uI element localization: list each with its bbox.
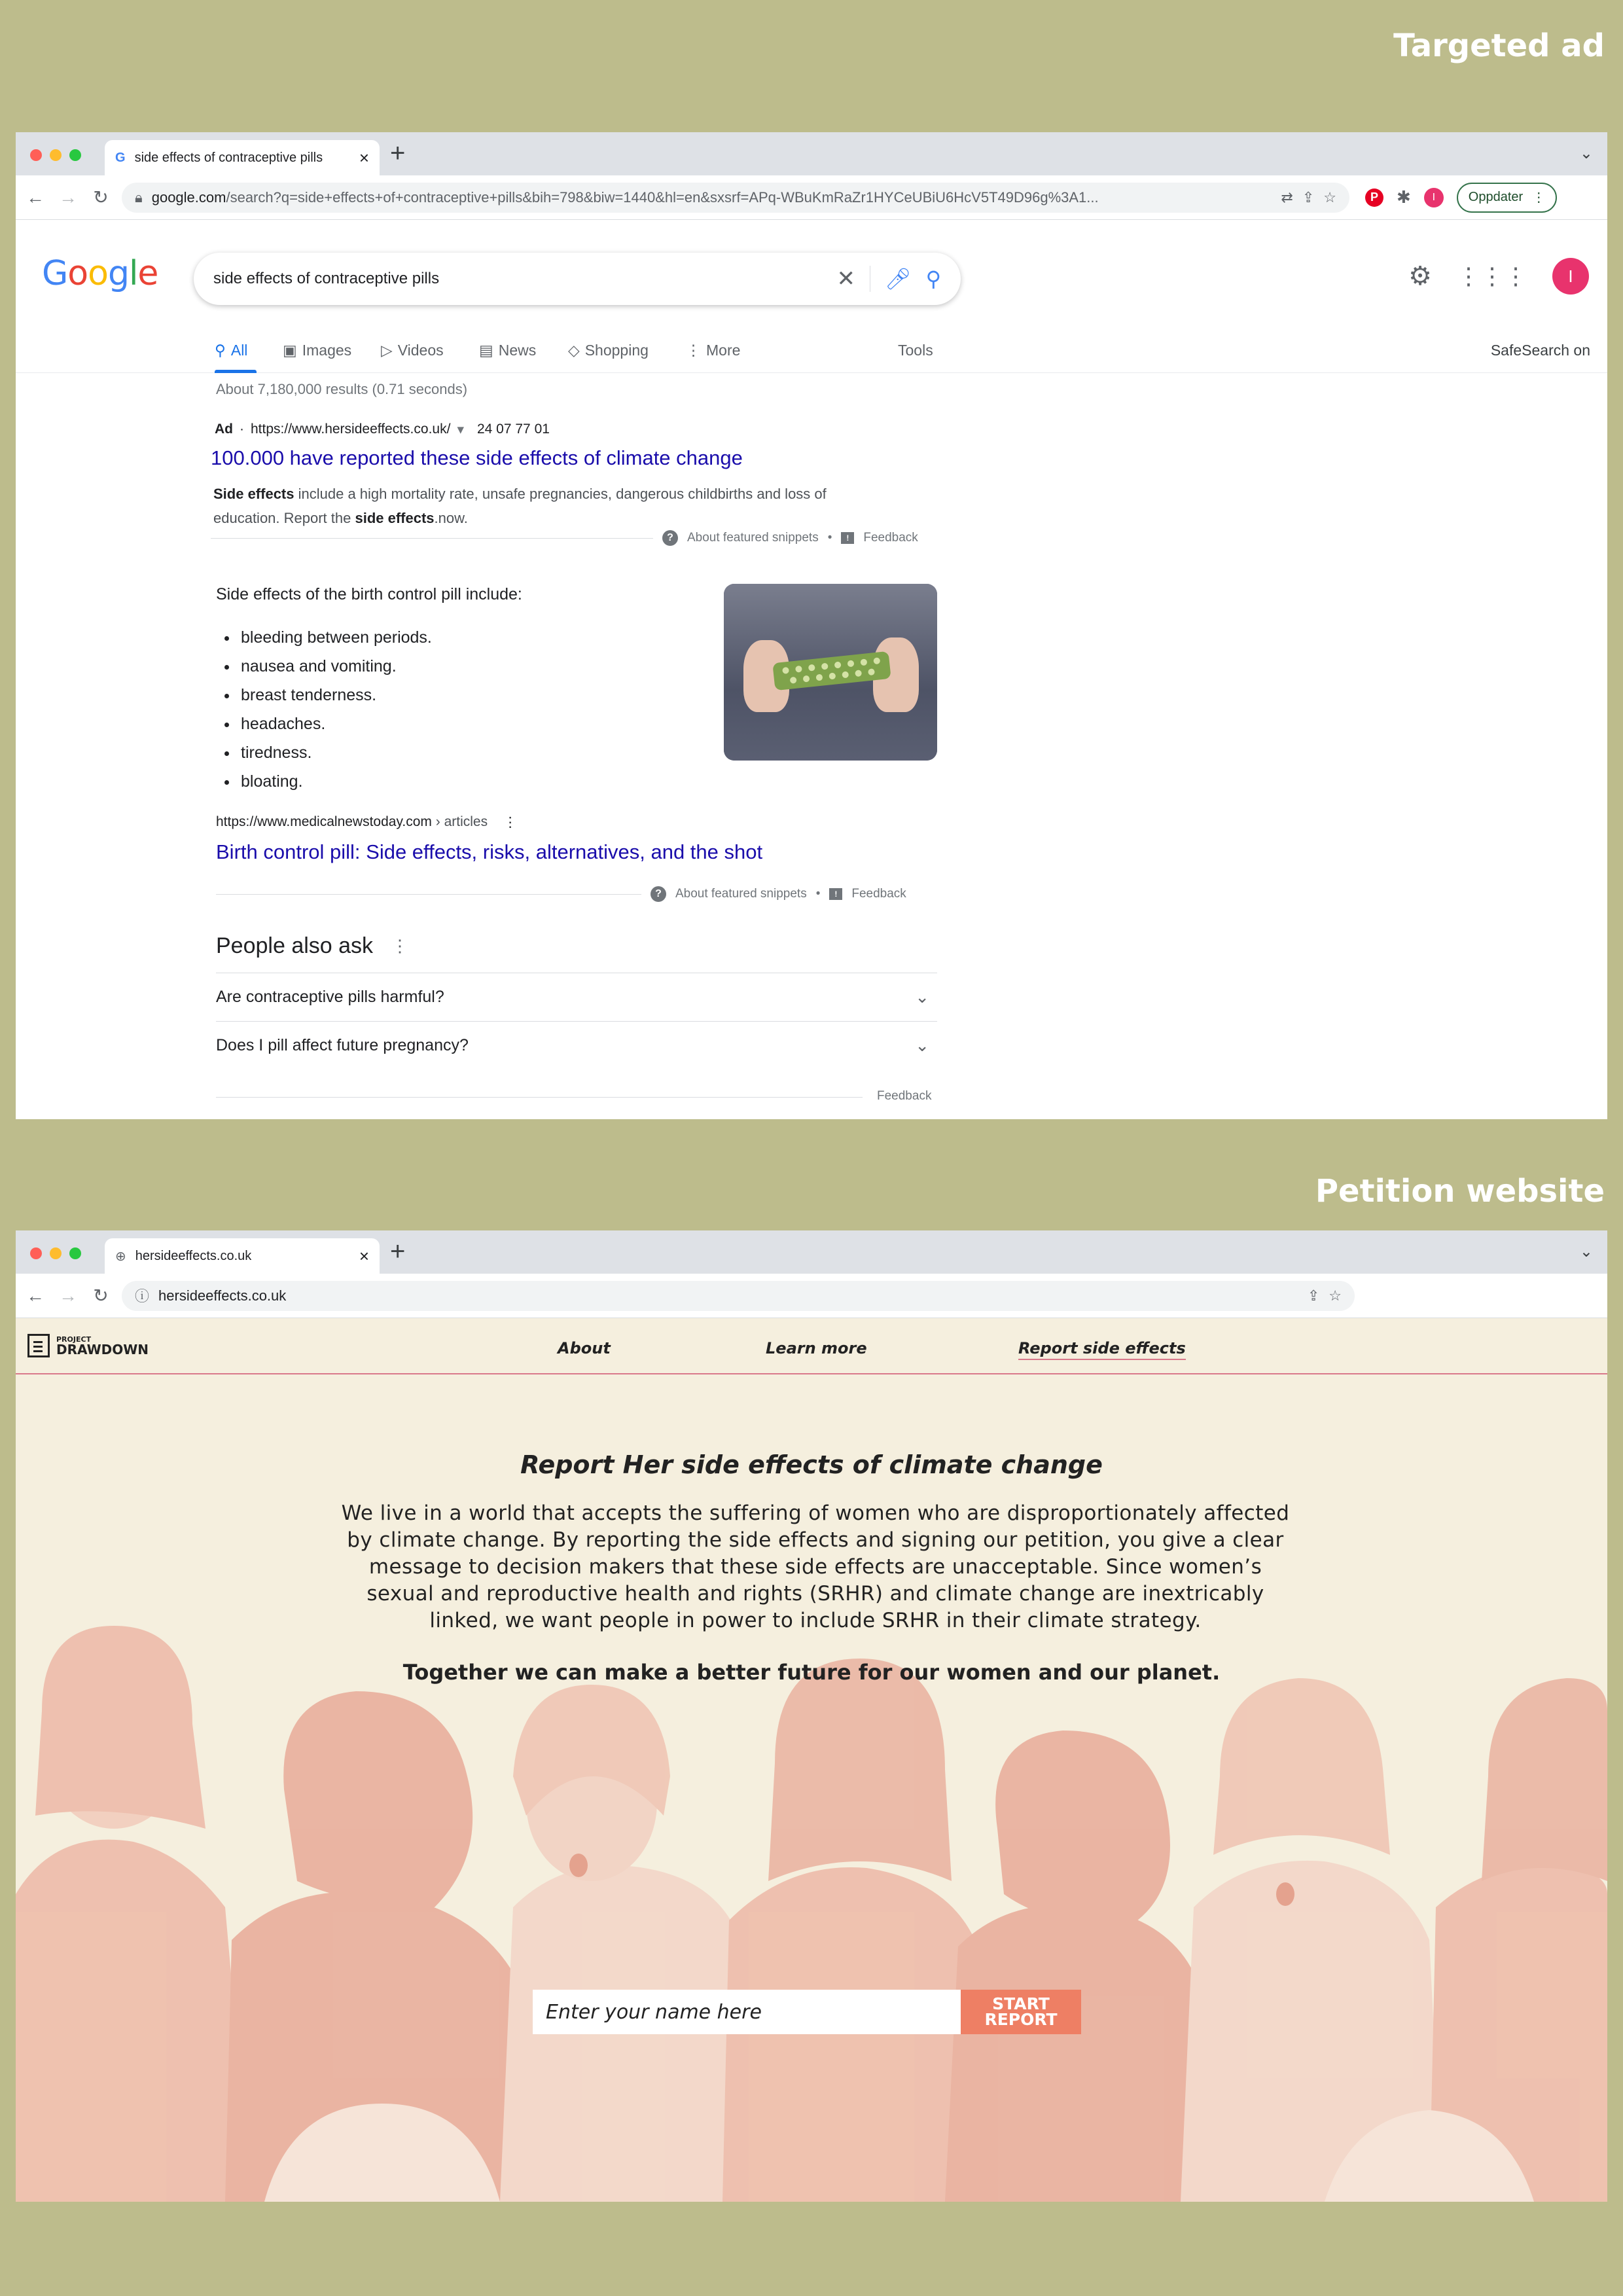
search-icon: ⚲ bbox=[215, 342, 226, 359]
google-header bbox=[16, 220, 1607, 312]
result-source[interactable]: https://www.medicalnewstoday.com › articles ⋮ bbox=[216, 814, 518, 830]
maximize-window-button[interactable] bbox=[69, 1247, 81, 1259]
snippet-list bbox=[238, 623, 432, 796]
account-avatar[interactable]: I bbox=[1552, 258, 1589, 295]
report-form bbox=[533, 1990, 1081, 2034]
google-favicon-icon: G bbox=[115, 150, 126, 165]
search-tabs bbox=[16, 329, 1607, 373]
translate-icon[interactable]: ⇄ bbox=[1281, 188, 1293, 206]
petition-tagline: Together we can make a better future for our women and our planet. bbox=[402, 1660, 1221, 1685]
ad-description: Side effects include a high mortality rate, unsafe pregnancies, dangerous childbirths and loss of education. Report the side effects.now. bbox=[213, 486, 827, 526]
maximize-window-button[interactable] bbox=[69, 149, 81, 161]
minimize-window-button[interactable] bbox=[50, 1247, 62, 1259]
minimize-window-button[interactable] bbox=[50, 149, 62, 161]
chevron-down-icon: ⌄ bbox=[915, 1035, 929, 1055]
logo-text-small: PROJECT bbox=[56, 1335, 92, 1344]
ad-title-link[interactable]: 100.000 have reported these side effects of climate change bbox=[211, 446, 743, 469]
lock-icon[interactable]: 🔒︎ bbox=[135, 188, 143, 206]
forward-arrow-icon[interactable]: → bbox=[59, 1285, 77, 1306]
video-icon: ▷ bbox=[381, 342, 393, 359]
women-silhouettes bbox=[16, 1626, 1607, 2202]
reload-icon[interactable]: ↻ bbox=[93, 1285, 109, 1306]
tag-icon: ◇ bbox=[568, 342, 580, 359]
settings-gear-icon[interactable]: ⚙ bbox=[1408, 262, 1432, 291]
tab-videos[interactable]: ▷ Videos bbox=[381, 342, 444, 359]
list-item: • nausea and vomiting. bbox=[238, 652, 432, 681]
more-vert-icon[interactable]: ⋮ bbox=[391, 936, 409, 956]
snippet-heading: Side effects of the birth control pill include: bbox=[216, 585, 522, 603]
ad-source-line: Ad · https://www.hersideeffects.co.uk/ ▾ 24 07 77 01 bbox=[215, 422, 550, 437]
google-logo[interactable]: Google bbox=[42, 254, 158, 293]
feedback-icon: ! bbox=[829, 888, 842, 900]
list-item: • breast tenderness. bbox=[238, 681, 432, 709]
close-tab-icon[interactable]: × bbox=[359, 1246, 369, 1266]
share-icon[interactable]: ⇪ bbox=[1307, 1287, 1320, 1304]
feedback-link[interactable]: Feedback bbox=[851, 887, 906, 901]
about-featured-snippets-link[interactable]: About featured snippets bbox=[675, 887, 807, 901]
search-icon[interactable]: ⚲ bbox=[925, 267, 941, 291]
google-results-page bbox=[16, 220, 1607, 1119]
tab-shopping[interactable]: ◇ Shopping bbox=[568, 342, 649, 359]
logo-text-big: DRAWDOWN bbox=[56, 1341, 149, 1357]
tab-more[interactable]: ⋮ More bbox=[686, 342, 741, 359]
more-vert-icon[interactable]: ⋮ bbox=[503, 815, 518, 830]
help-question-icon: ? bbox=[651, 886, 666, 902]
start-report-button[interactable]: START REPORT bbox=[961, 1990, 1081, 2034]
tab-title: side effects of contraceptive pills bbox=[134, 150, 323, 165]
address-bar[interactable] bbox=[122, 183, 1349, 213]
paa-question[interactable]: Does I pill affect future pregnancy? ⌄ bbox=[216, 1021, 937, 1069]
ad-phone[interactable]: 24 07 77 01 bbox=[476, 422, 550, 437]
bookmark-star-icon[interactable]: ☆ bbox=[1323, 188, 1336, 206]
divider bbox=[216, 1097, 863, 1098]
feedback-link[interactable]: Feedback bbox=[863, 531, 918, 545]
petition-page bbox=[16, 1318, 1607, 2202]
name-input[interactable] bbox=[533, 1990, 961, 2034]
list-item: • headaches. bbox=[238, 709, 432, 738]
back-arrow-icon[interactable]: ← bbox=[26, 187, 45, 207]
tab-bar bbox=[16, 132, 1607, 175]
section-title-targeted-ad: Targeted ad bbox=[1393, 27, 1605, 64]
list-item: • bleeding between periods. bbox=[238, 623, 432, 652]
extensions-area bbox=[1365, 183, 1557, 213]
drawdown-logo-icon bbox=[27, 1334, 50, 1357]
petition-body-text: We live in a world that accepts the suffering of women who are disproportionately affected by climate change. By reporting the side effects and signing our petition, you give a clear message to decision makers that these side effects are unacceptable. Since women’s sexual and reproductive health and rights (SRHR) and climate change are inextricably linked, we want people in power to include SRHR in their climate strategy. bbox=[341, 1501, 1290, 1632]
url-text[interactable]: hersideeffects.co.uk bbox=[158, 1287, 287, 1304]
reload-icon[interactable]: ↻ bbox=[93, 187, 109, 207]
apps-grid-icon[interactable]: ⋮⋮⋮ bbox=[1457, 262, 1527, 289]
url-text[interactable]: google.com/search?q=side+effects+of+contraceptive+pills&bih=798&biw=1440&hl=en&sxsrf=APq-WBuKmRaZr1HYCeUBiU6HcV5T49D96g%3A1... bbox=[151, 188, 1099, 206]
divider bbox=[211, 538, 653, 539]
browser-toolbar bbox=[16, 175, 1607, 220]
window-controls bbox=[30, 1247, 81, 1259]
clear-search-icon[interactable]: ✕ bbox=[822, 266, 870, 292]
globe-icon: ⊕ bbox=[115, 1249, 126, 1264]
search-box[interactable] bbox=[194, 253, 961, 305]
site-nav bbox=[16, 1318, 1607, 1374]
new-tab-button[interactable]: + bbox=[390, 1237, 406, 1266]
tab-images[interactable]: ▣ Images bbox=[283, 342, 352, 359]
close-window-button[interactable] bbox=[30, 149, 42, 161]
info-icon[interactable]: ⓘ bbox=[135, 1288, 150, 1304]
dropdown-arrow-icon[interactable]: ▾ bbox=[457, 422, 464, 437]
project-drawdown-logo[interactable] bbox=[27, 1334, 149, 1357]
more-vert-icon: ⋮ bbox=[1532, 190, 1546, 205]
address-bar[interactable] bbox=[122, 1281, 1355, 1311]
update-button[interactable]: Oppdater ⋮ bbox=[1457, 183, 1557, 213]
bookmark-star-icon[interactable]: ☆ bbox=[1329, 1287, 1342, 1304]
browser-tab[interactable] bbox=[105, 140, 380, 175]
news-icon: ▤ bbox=[479, 342, 493, 359]
paa-question[interactable]: Are contraceptive pills harmful? ⌄ bbox=[216, 973, 937, 1021]
close-window-button[interactable] bbox=[30, 1247, 42, 1259]
browser-window-google bbox=[16, 132, 1607, 1119]
back-arrow-icon[interactable]: ← bbox=[26, 1285, 45, 1306]
snippet-divider-row-1: ? About featured snippets • ! Feedback bbox=[211, 530, 918, 546]
list-item: • bloating. bbox=[238, 767, 432, 796]
tab-title: hersideeffects.co.uk bbox=[135, 1248, 252, 1263]
nav-learn-more-link[interactable]: Learn more bbox=[766, 1339, 867, 1357]
image-icon: ▣ bbox=[283, 342, 297, 359]
browser-window-petition bbox=[16, 1230, 1607, 2202]
tab-search-chevron-icon[interactable]: ⌄ bbox=[1579, 145, 1593, 162]
chevron-down-icon: ⌄ bbox=[915, 987, 929, 1007]
close-tab-icon[interactable]: × bbox=[359, 147, 369, 168]
share-icon[interactable]: ⇪ bbox=[1302, 188, 1315, 206]
microphone-icon[interactable]: 🎤︎ bbox=[884, 267, 912, 291]
tab-news[interactable]: ▤ News bbox=[479, 342, 537, 359]
people-also-ask-heading: People also ask ⋮ bbox=[216, 933, 409, 958]
help-question-icon: ? bbox=[662, 530, 678, 546]
list-item: • tiredness. bbox=[238, 738, 432, 767]
feedback-link[interactable]: Feedback bbox=[877, 1089, 932, 1103]
nav-about-link[interactable]: About bbox=[558, 1339, 611, 1357]
snippet-divider-row-2: ? About featured snippets • ! Feedback bbox=[216, 886, 906, 902]
safesearch-status[interactable]: SafeSearch on bbox=[1490, 342, 1590, 359]
tab-bar bbox=[16, 1230, 1607, 1274]
forward-arrow-icon[interactable]: → bbox=[59, 187, 77, 207]
profile-avatar[interactable]: I bbox=[1424, 188, 1444, 207]
section-title-petition-website: Petition website bbox=[1315, 1173, 1605, 1210]
tab-search-chevron-icon[interactable]: ⌄ bbox=[1579, 1243, 1593, 1261]
feedback-icon: ! bbox=[841, 532, 854, 544]
divider bbox=[216, 894, 641, 895]
pill-pack-photo[interactable] bbox=[724, 584, 937, 761]
browser-tab[interactable] bbox=[105, 1238, 380, 1274]
results-count: About 7,180,000 results (0.71 seconds) bbox=[216, 381, 468, 397]
active-tab-indicator bbox=[215, 370, 257, 373]
new-tab-button[interactable]: + bbox=[390, 139, 406, 168]
nav-report-side-effects-link[interactable]: Report side effects bbox=[1018, 1339, 1186, 1360]
ad-url[interactable]: https://www.hersideeffects.co.uk/ bbox=[251, 422, 451, 437]
result-title-link[interactable]: Birth control pill: Side effects, risks, alternatives, and the shot bbox=[216, 840, 763, 863]
search-input[interactable]: side effects of contraceptive pills bbox=[213, 270, 440, 287]
window-controls bbox=[30, 149, 81, 161]
more-vert-icon: ⋮ bbox=[686, 342, 701, 359]
browser-toolbar bbox=[16, 1274, 1607, 1318]
ad-label: Ad bbox=[215, 422, 233, 437]
about-featured-snippets-link[interactable]: About featured snippets bbox=[687, 531, 819, 545]
pinterest-extension-icon[interactable]: P bbox=[1365, 188, 1383, 207]
petition-heading: Report Her side effects of climate change bbox=[520, 1450, 1103, 1479]
header-actions bbox=[1408, 258, 1589, 295]
tab-all[interactable]: ⚲ All bbox=[215, 342, 248, 359]
tools-button[interactable]: Tools bbox=[898, 342, 933, 359]
extensions-puzzle-icon[interactable]: ✱ bbox=[1397, 187, 1411, 207]
